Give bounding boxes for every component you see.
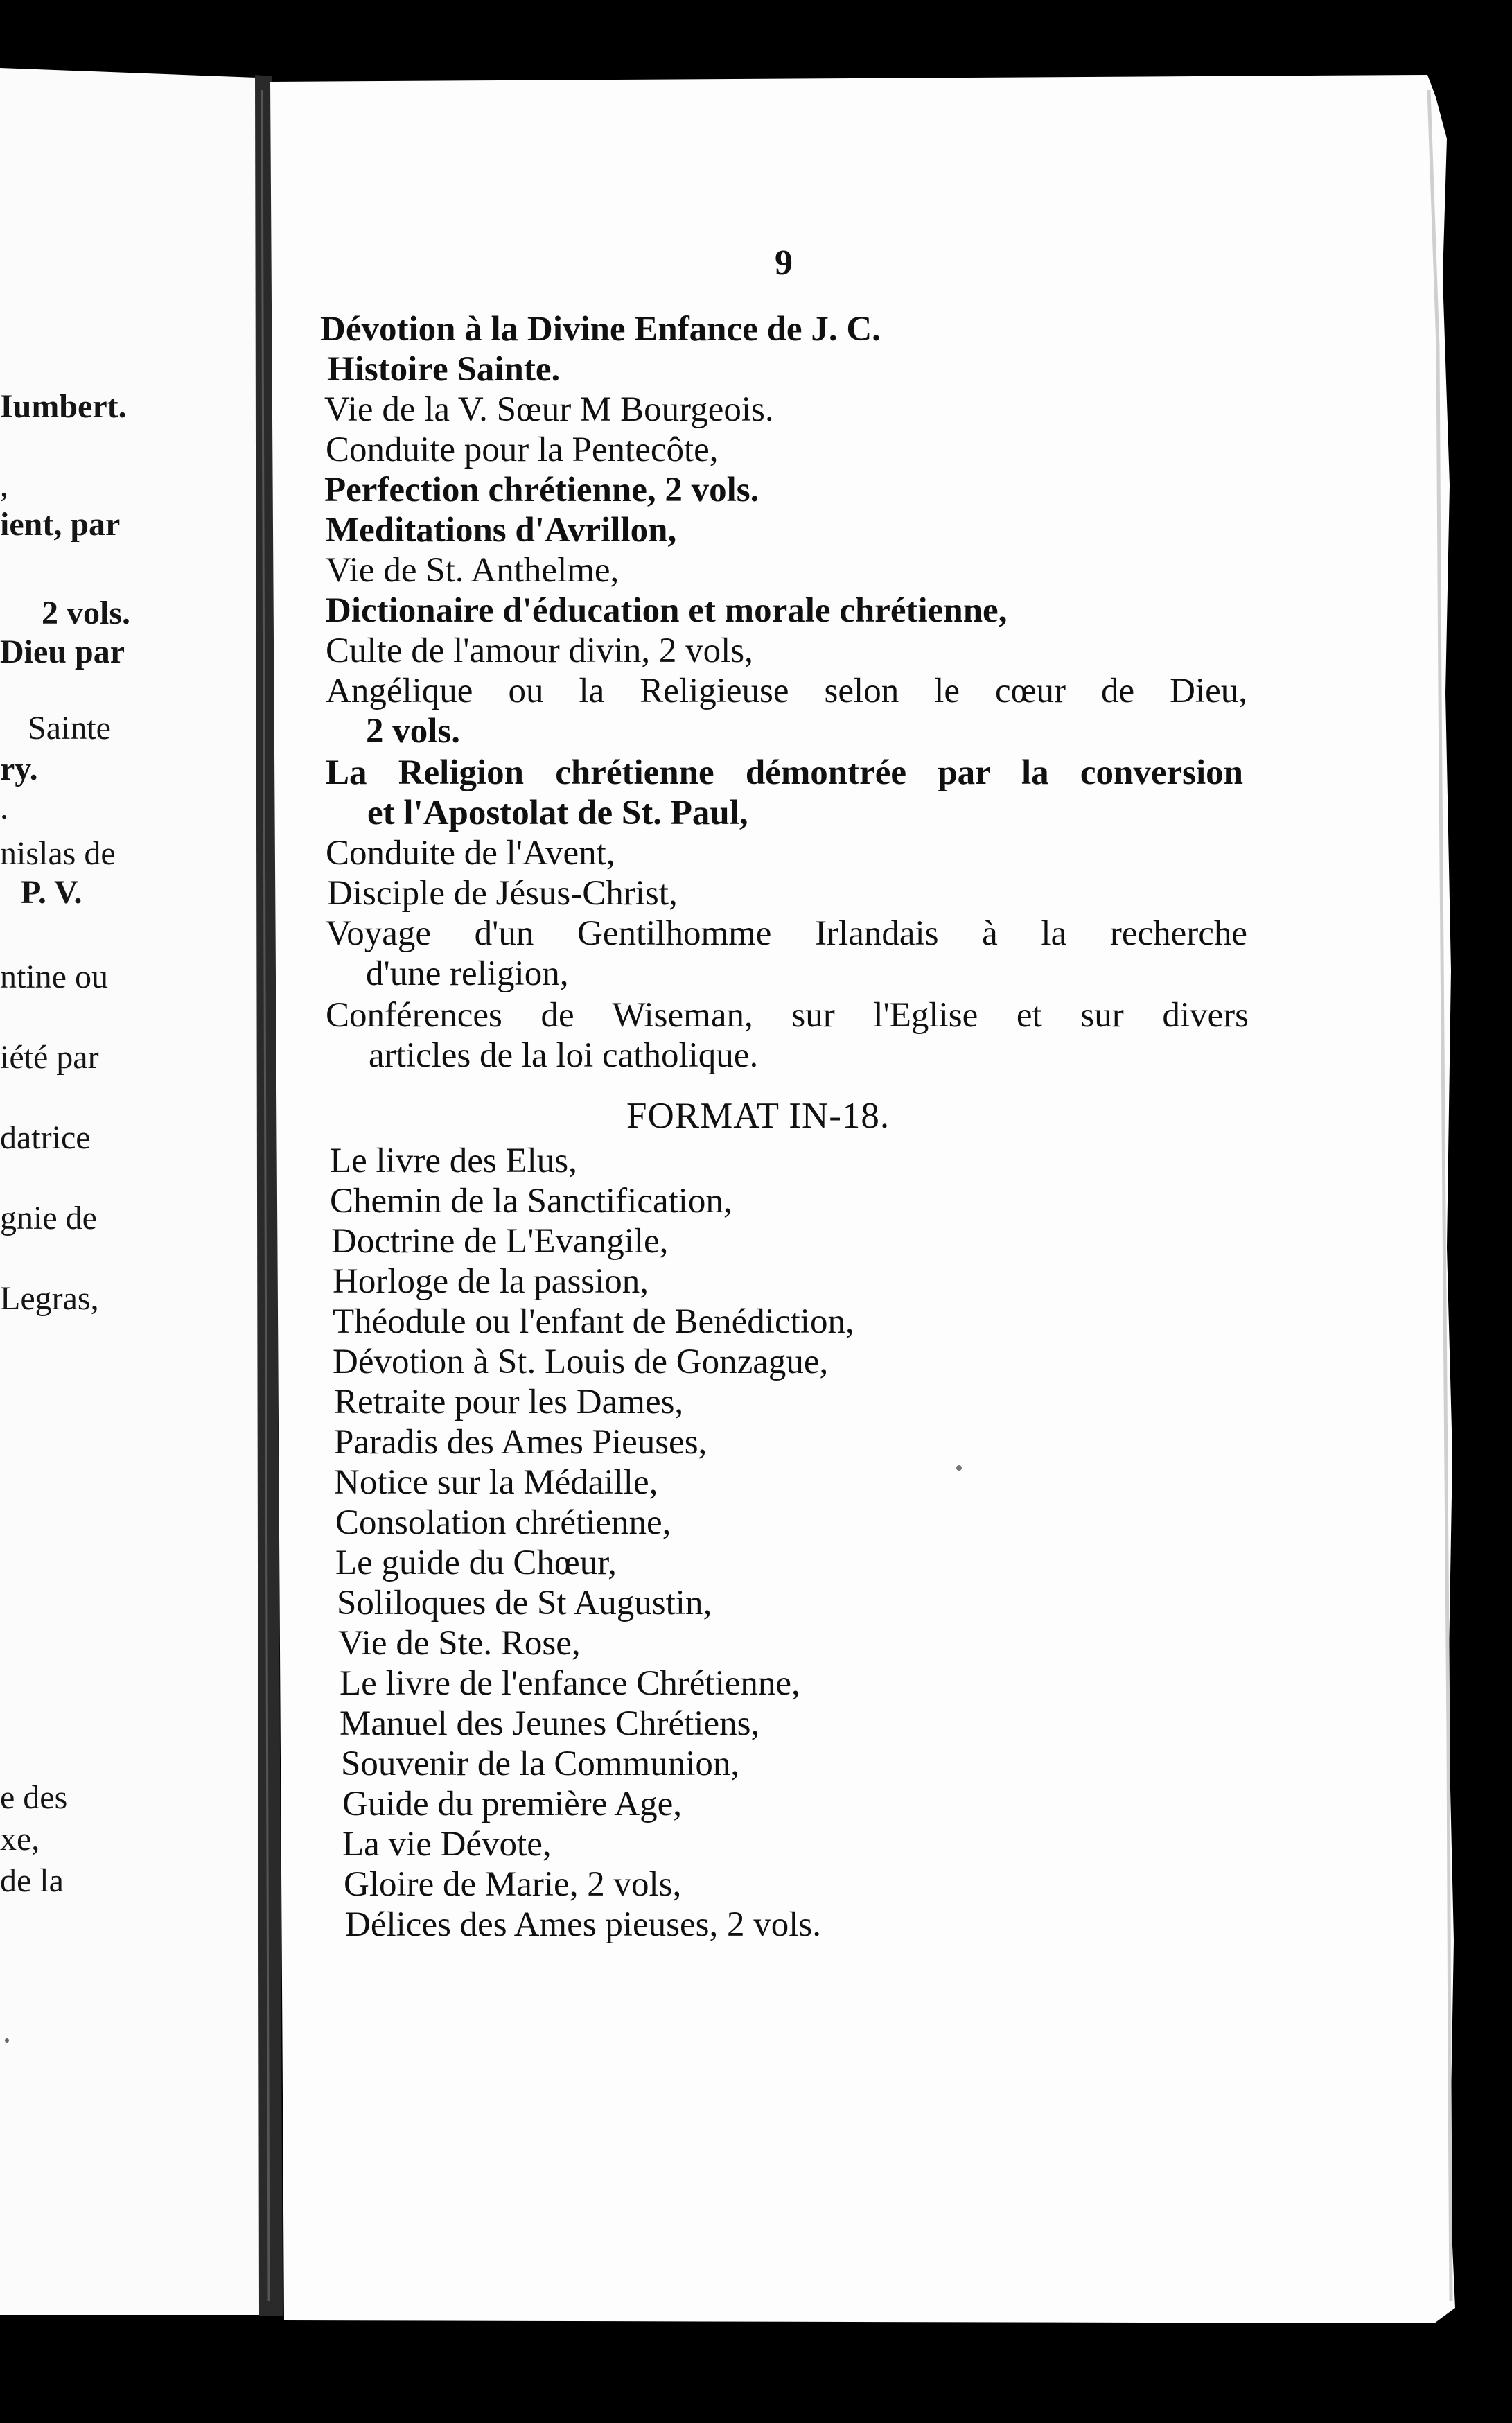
left-fragment: gnie de <box>0 1200 97 1236</box>
catalog-entry: Doctrine de L'Evangile, <box>331 1222 669 1261</box>
catalog-entry: Perfection chrétienne, 2 vols. <box>324 471 759 509</box>
left-fragment: 2 vols. <box>42 595 131 631</box>
catalog-entry: Chemin de la Sanctification, <box>330 1182 732 1221</box>
catalog-entry: Conduite de l'Avent, <box>326 834 615 873</box>
catalog-entry: Théodule ou l'enfant de Benédiction, <box>333 1302 854 1341</box>
left-fragment: . <box>0 789 8 826</box>
catalog-entry: Culte de l'amour divin, 2 vols, <box>326 631 753 670</box>
catalog-entry: Voyage d'un Gentilhomme Irlandais à la recherche <box>326 914 1247 953</box>
catalog-entry: Délices des Ames pieuses, 2 vols. <box>345 1905 821 1944</box>
catalog-entry: Soliloques de St Augustin, <box>337 1584 712 1622</box>
left-fragment: Legras, <box>0 1280 99 1317</box>
catalog-entry: Le livre de l'enfance Chrétienne, <box>340 1664 800 1703</box>
catalog-entry: Conférences de Wiseman, sur l'Eglise et sur divers <box>326 996 1249 1035</box>
catalog-entry: Horloge de la passion, <box>333 1262 649 1301</box>
left-fragment: Dieu par <box>0 633 125 670</box>
left-fragment: P. V. <box>21 874 82 911</box>
catalog-entry-continuation: et l'Apostolat de St. Paul, <box>367 794 748 832</box>
left-fragment: e des <box>0 1779 68 1816</box>
catalog-entry: Vie de Ste. Rose, <box>338 1624 581 1663</box>
catalog-entry: Meditations d'Avrillon, <box>326 511 677 550</box>
catalog-entry-continuation: d'une religion, <box>366 954 569 993</box>
page-number: 9 <box>775 243 793 283</box>
catalog-entry: Le guide du Chœur, <box>335 1543 617 1582</box>
catalog-entry: Le livre des Elus, <box>330 1141 577 1180</box>
left-fragment: ient, par <box>0 506 121 543</box>
catalog-entry: Vie de St. Anthelme, <box>326 551 619 590</box>
left-fragment: datrice <box>0 1119 91 1156</box>
catalog-entry: Notice sur la Médaille, <box>334 1463 658 1502</box>
left-fragment: ntine ou <box>0 959 108 995</box>
catalog-entry-continuation: 2 vols. <box>366 712 461 751</box>
catalog-entry: Disciple de Jésus-Christ, <box>327 874 678 913</box>
left-fragment: nislas de <box>0 835 116 872</box>
catalog-entry: Retraite pour les Dames, <box>334 1383 684 1422</box>
catalog-entry: Dévotion à St. Louis de Gonzague, <box>333 1342 829 1381</box>
catalog-entry: Dévotion à la Divine Enfance de J. C. <box>320 310 881 349</box>
catalog-entry: Conduite pour la Pentecôte, <box>326 430 719 469</box>
catalog-entry: Dictionaire d'éducation et morale chrétienne, <box>326 591 1008 630</box>
catalog-entry: Angélique ou la Religieuse selon le cœur de Dieu, <box>326 672 1247 710</box>
section-heading: FORMAT IN-18. <box>626 1096 890 1136</box>
left-fragment: ry. <box>0 751 38 787</box>
left-fragment: xe, <box>0 1821 40 1857</box>
catalog-entry: Souvenir de la Communion, <box>341 1744 740 1783</box>
catalog-entry: Histoire Sainte. <box>327 350 561 389</box>
catalog-entry: Manuel des Jeunes Chrétiens, <box>340 1704 760 1743</box>
left-fragment: Sainte <box>28 710 111 746</box>
catalog-entry: La vie Dévote, <box>342 1825 552 1864</box>
left-fragment: , <box>0 467 8 504</box>
left-fragment: iété par <box>0 1039 99 1076</box>
catalog-entry-continuation: articles de la loi catholique. <box>369 1036 759 1075</box>
catalog-entry: La Religion chrétienne démontrée par la conversion <box>326 753 1243 792</box>
catalog-entry: Vie de la V. Sœur M Bourgeois. <box>324 390 774 429</box>
catalog-entry: Gloire de Marie, 2 vols, <box>344 1865 682 1904</box>
left-fragment: Iumbert. <box>0 388 127 425</box>
catalog-entry: Consolation chrétienne, <box>335 1503 671 1542</box>
left-fragment: de la <box>0 1862 64 1899</box>
catalog-entry: Guide du première Age, <box>342 1785 683 1823</box>
catalog-entry: Paradis des Ames Pieuses, <box>334 1423 707 1462</box>
